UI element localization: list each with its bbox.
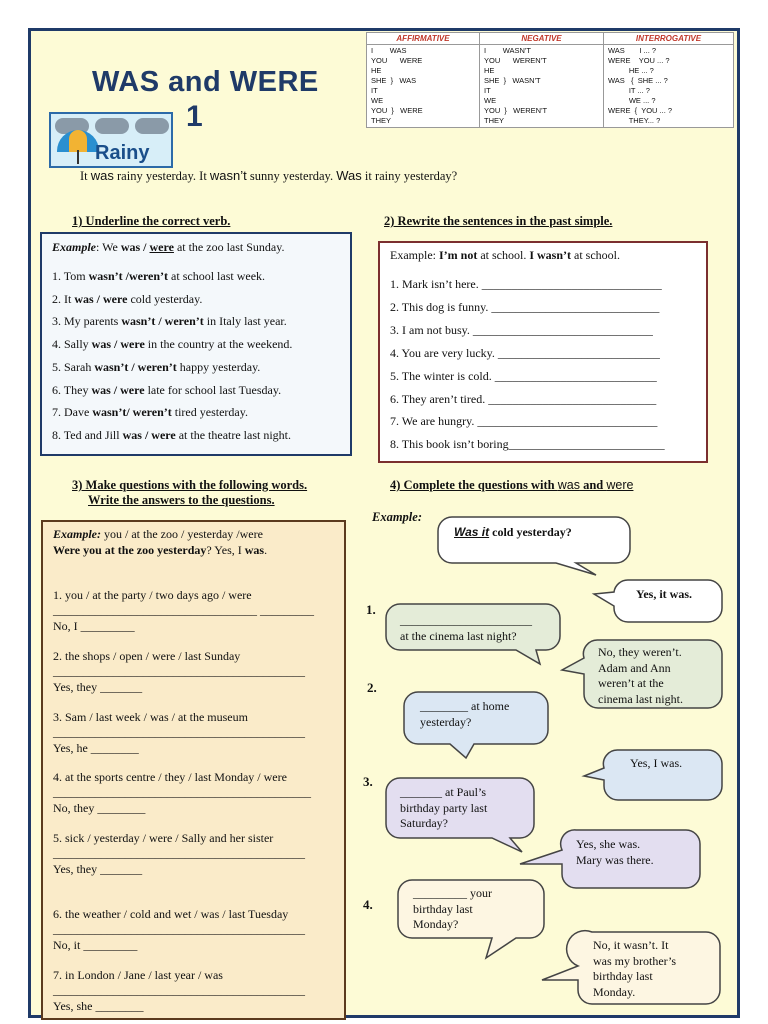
question3-text xyxy=(400,785,487,832)
example-text: : We xyxy=(96,240,121,254)
section3-heading: 3) Make questions with the following words. xyxy=(72,478,308,492)
bubble-line: birthday last xyxy=(413,901,473,916)
verb-options[interactable]: was / were xyxy=(91,337,145,352)
example-text: . xyxy=(264,543,268,557)
table-cell: I WAS xyxy=(371,46,407,55)
answer-line[interactable]: __________________________________________ xyxy=(53,983,305,997)
heading-text: and xyxy=(579,478,607,492)
question-number: 1. xyxy=(366,602,376,617)
verb-options[interactable]: wasn’t/ weren’t xyxy=(92,405,172,420)
table-cell: SHE } WASN'T xyxy=(484,76,541,85)
verb-options[interactable]: wasn’t / weren’t xyxy=(121,314,204,329)
item-text: tired yesterday. xyxy=(171,405,248,420)
short-answer[interactable]: No, I _________ xyxy=(53,619,135,633)
example-question-text xyxy=(454,525,572,540)
item-text: in Italy last year. xyxy=(203,314,287,329)
example-bold: was xyxy=(244,543,265,557)
question-cue: 6. the weather / cold and wet / was / last Tuesday xyxy=(53,907,289,921)
table-cell: IT xyxy=(484,86,491,95)
verb-options[interactable]: was / were xyxy=(122,427,176,442)
item-text: in the country at the weekend. xyxy=(144,337,293,352)
bubble-line: Monday? xyxy=(413,917,459,931)
question4-text xyxy=(413,886,492,933)
answer-line[interactable]: __________________________________________ xyxy=(53,846,305,860)
table-cell: WERE { YOU ... ? xyxy=(608,106,673,115)
answer-line[interactable]: __________________________________________ xyxy=(53,922,305,936)
intro-keyword: wasn’t xyxy=(209,168,247,183)
short-answer[interactable]: No, they ________ xyxy=(53,801,146,815)
answer-line[interactable]: ___________________________________________ xyxy=(53,785,311,799)
verb-options[interactable]: was / were xyxy=(91,382,145,397)
interrogative-header: INTERROGATIVE xyxy=(604,33,733,45)
section4-example-label: Example: xyxy=(372,510,422,524)
answer-blank[interactable]: ______________________ xyxy=(400,613,532,627)
bubble-line: yesterday? xyxy=(420,714,472,729)
short-answer[interactable]: No, it _________ xyxy=(53,938,138,952)
example-slash: / xyxy=(140,240,150,254)
table-cell: THEY... ? xyxy=(608,116,661,125)
table-cell: WAS I ... ? xyxy=(608,46,657,55)
table-cell: WE xyxy=(484,96,497,105)
rewrite-item[interactable]: 5. The winter is cold. ___________________________ xyxy=(390,368,657,383)
rewrite-item[interactable]: 4. You are very lucky. ___________________________ xyxy=(390,345,660,360)
short-answer[interactable]: Yes, he ________ xyxy=(53,741,139,755)
intro-text: rainy yesterday. It xyxy=(113,169,210,183)
answer-line[interactable]: __________________________________ _________ xyxy=(53,603,314,617)
intro-text: sunny yesterday. xyxy=(246,169,337,183)
example-answer: were xyxy=(149,240,174,254)
table-cell: YOU WERE xyxy=(371,56,423,65)
item-text: 4. Sally xyxy=(52,337,92,352)
bubble-line: birthday party last xyxy=(400,800,488,815)
table-cell: YOU } WEREN'T xyxy=(484,106,548,115)
intro-text: it rainy yesterday? xyxy=(361,169,458,183)
question-cue: 4. at the sports centre / they / last Monday / were xyxy=(53,770,287,784)
rewrite-item[interactable]: 6. They aren’t tired. ____________________________ xyxy=(390,391,657,406)
question-cue: 5. sick / yesterday / were / Sally and her sister xyxy=(53,831,274,845)
item-text: cold yesterday. xyxy=(127,291,203,306)
example-question-rest: cold yesterday? xyxy=(489,525,572,539)
example-label: Example: xyxy=(53,527,101,541)
page-title: WAS and WERE xyxy=(92,66,319,98)
bubble-line[interactable]: ________ at home xyxy=(420,699,510,713)
verb-options[interactable]: wasn’t / weren’t xyxy=(94,359,177,374)
question-number: 4. xyxy=(363,897,373,912)
item-text: 1. Tom xyxy=(52,269,89,283)
bubble-line: Adam and Ann xyxy=(598,660,671,675)
example-label: Example xyxy=(52,240,96,254)
item-text: 6. They xyxy=(52,382,92,397)
answer1-text xyxy=(598,645,683,707)
item-text: late for school last Tuesday. xyxy=(144,382,282,397)
bubble-line: Mary was there. xyxy=(576,852,654,867)
intro-keyword: Was xyxy=(336,168,362,183)
item-text: at the theatre last night. xyxy=(175,427,292,442)
intro-text: It xyxy=(80,169,91,183)
verb-options[interactable]: was / were xyxy=(74,291,128,306)
bubble-line: weren’t at the xyxy=(598,676,664,690)
question-cue: 3. Sam / last week / was / at the museum xyxy=(53,710,248,724)
example-answer-text: Yes, it was. xyxy=(636,587,692,601)
bubble-line[interactable]: _________ your xyxy=(413,886,492,900)
example-option: was xyxy=(120,240,141,254)
bubble-line: birthday last xyxy=(593,969,653,983)
section2-heading: 2) Rewrite the sentences in the past simple. xyxy=(384,214,613,228)
bubble-line: Saturday? xyxy=(400,816,448,830)
question-number: 3. xyxy=(363,774,373,789)
bubble-line: No, it wasn’t. It xyxy=(593,938,669,952)
negative-header: NEGATIVE xyxy=(480,33,603,45)
example-question-bold: Was it xyxy=(454,525,490,539)
example-bold: I wasn’t xyxy=(529,248,571,262)
question-cue: 7. in London / Jane / last year / was xyxy=(53,968,223,982)
table-cell: WAS { SHE ... ? xyxy=(608,76,668,85)
item-text: 2. It xyxy=(52,291,75,306)
answer4-text xyxy=(593,938,676,1000)
table-cell: SHE } WAS xyxy=(371,76,417,85)
verb-options[interactable]: wasn’t /weren’t xyxy=(88,269,169,283)
affirmative-header: AFFIRMATIVE xyxy=(367,33,479,45)
question1-text xyxy=(400,612,532,644)
bubble-line[interactable]: _______ at Paul’s xyxy=(400,785,486,799)
answer2-text: Yes, I was. xyxy=(630,756,683,770)
rewrite-item[interactable]: 7. We are hungry. ______________________________ xyxy=(390,414,658,429)
table-cell: IT ... ? xyxy=(608,86,650,95)
answer-line[interactable]: __________________________________________ xyxy=(53,725,305,739)
heading-text: 4) Complete the questions with xyxy=(390,478,558,492)
example-text: at school. xyxy=(571,248,620,262)
rewrite-item[interactable]: 8. This book isn’t boring__________________________ xyxy=(390,437,665,452)
section3-subheading: Write the answers to the questions. xyxy=(88,493,275,507)
bubble-line: at the cinema last night? xyxy=(400,629,517,643)
answer3-text xyxy=(576,837,654,868)
short-answer[interactable]: Yes, they _______ xyxy=(53,680,143,694)
example-text: you / at the zoo / yesterday /were xyxy=(101,527,263,541)
item-text: 7. Dave xyxy=(52,405,93,420)
question2-text xyxy=(420,699,509,730)
table-cell: THEY xyxy=(484,116,505,125)
table-cell: HE ... ? xyxy=(608,66,654,75)
answer-line[interactable]: __________________________________________ xyxy=(53,664,305,678)
example-text: ? Yes, I xyxy=(206,543,245,557)
rewrite-item[interactable]: 1. Mark isn’t here. ______________________________ xyxy=(390,277,662,291)
example-bold: Were you at the zoo yesterday xyxy=(53,543,207,557)
bubble-line: Yes, she was. xyxy=(576,837,641,851)
table-cell: YOU } WERE xyxy=(371,106,423,115)
heading-keyword: was xyxy=(557,478,580,492)
bubble-line: Monday. xyxy=(593,984,636,999)
example-text: at school. xyxy=(477,248,530,262)
page-title-number: 1 xyxy=(186,100,203,133)
short-answer[interactable]: Yes, she ________ xyxy=(53,999,144,1013)
rewrite-item[interactable]: 2. This dog is funny. ____________________________ xyxy=(390,299,660,314)
table-cell: WE ... ? xyxy=(608,96,656,105)
item-text: at school last week. xyxy=(168,269,266,283)
rainy-label: Rainy xyxy=(95,142,150,164)
question-number: 2. xyxy=(367,680,377,695)
example-text: at the zoo last Sunday. xyxy=(173,240,285,254)
table-cell: THEY xyxy=(371,116,392,125)
rewrite-item[interactable]: 3. I am not busy. ______________________________ xyxy=(390,322,653,337)
bubble-line: No, they weren’t. xyxy=(598,645,682,659)
item-text: happy yesterday. xyxy=(176,359,261,374)
table-cell: WERE YOU ... ? xyxy=(608,56,670,65)
item-text: 3. My parents xyxy=(52,314,122,329)
section1-heading: 1) Underline the correct verb. xyxy=(72,214,231,228)
table-cell: YOU WEREN'T xyxy=(484,56,547,65)
table-cell: IT xyxy=(371,86,378,95)
question-cue: 2. the shops / open / were / last Sunday xyxy=(53,649,241,663)
table-cell: HE xyxy=(484,66,495,75)
question-cue: 1. you / at the party / two days ago / were xyxy=(53,588,252,602)
item-text: 5. Sarah xyxy=(52,359,95,374)
table-cell: HE xyxy=(371,66,382,75)
heading-keyword: were xyxy=(606,478,634,492)
bubble-line: cinema last night. xyxy=(598,691,683,706)
bubble-line: was my brother’s xyxy=(593,953,677,968)
short-answer[interactable]: Yes, they _______ xyxy=(53,862,143,876)
item-text: 8. Ted and Jill xyxy=(52,427,123,442)
example-bold: I’m not xyxy=(438,248,478,262)
table-cell: I WASN'T xyxy=(484,46,531,55)
example-text: Example: xyxy=(390,248,439,262)
table-cell: WE xyxy=(371,96,384,105)
intro-keyword: was xyxy=(90,168,114,183)
